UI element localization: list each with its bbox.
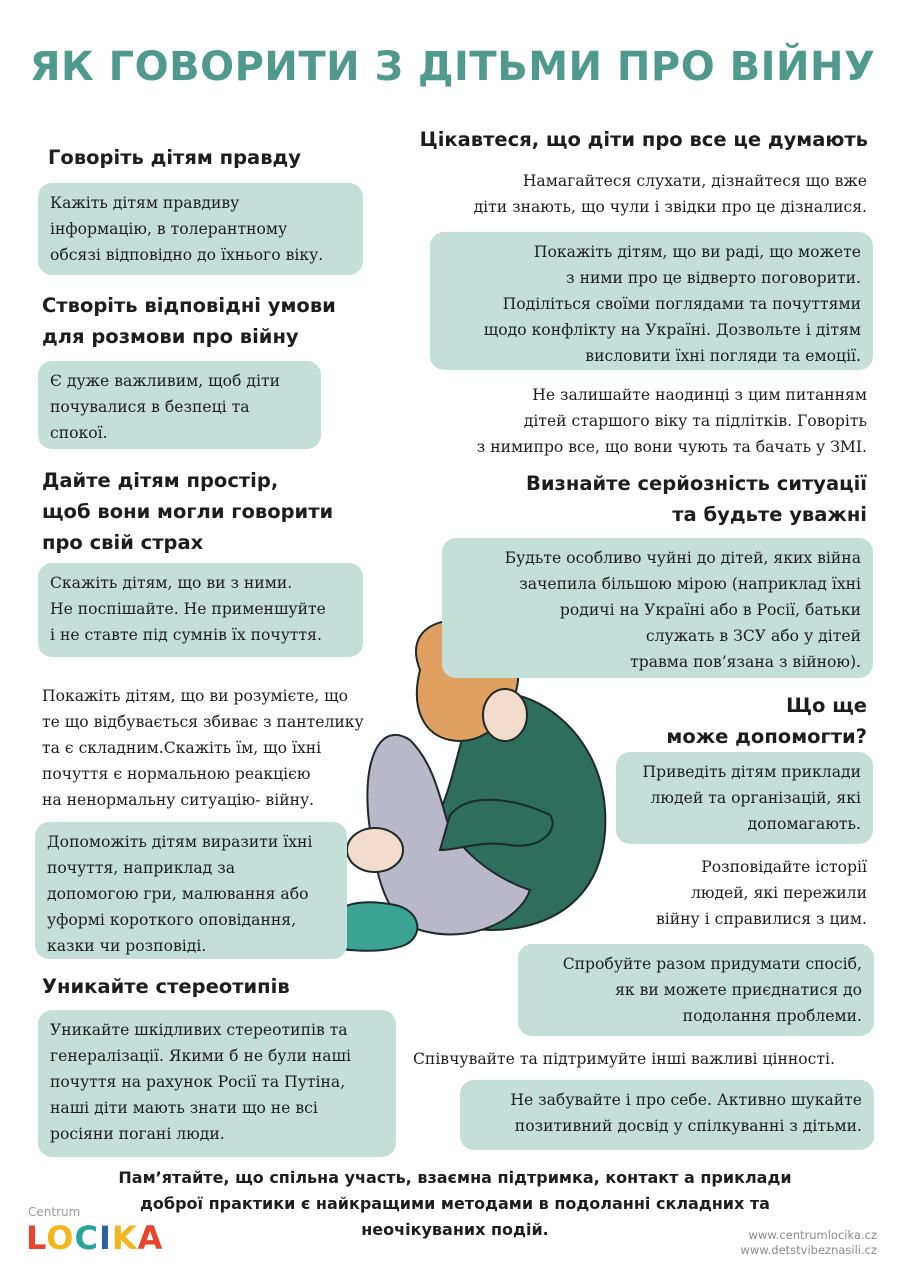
- logo-letter-k: K: [111, 1219, 138, 1257]
- heading-what-else: Що ще може допомогти?: [666, 694, 867, 748]
- url-detstvibeznasili: www.detstvibeznasili.cz: [740, 1243, 877, 1257]
- url-centrumlocika: www.centrumlocika.cz: [748, 1228, 877, 1242]
- logo-letter-o: O: [46, 1219, 75, 1257]
- box-be-with-them: Скажіть дітям, що ви з ними. Не поспішайте. Не применшуйте і не ставте під сумнів їх почуття.: [38, 563, 363, 657]
- text-empathize: Співчувайте та підтримуйте інші важливі цінності.: [413, 1050, 835, 1068]
- heading-tell-truth: Говоріть дітям правду: [48, 146, 301, 169]
- hands-shape: [347, 828, 403, 872]
- text-understand: Покажіть дітям, що ви розумієте, що те що відбувається збиває з пантелику та є складним.Скажіть їм, що їхні почуття є нормальною реакцією на ненормальну ситуацію- війну.: [42, 687, 364, 809]
- box-self-care: Не забувайте і про себе. Активно шукайте позитивний досвід у спілкуванні з дітьми.: [460, 1080, 874, 1150]
- box-join: Спробуйте разом придумати спосіб, як ви можете приєднатися до подолання проблеми.: [518, 944, 874, 1036]
- logo-letter-i: I: [98, 1219, 112, 1257]
- face-shape: [483, 689, 527, 741]
- website-links: [640, 1228, 877, 1258]
- heading-give-space: Дайте дітям простір, щоб вони могли говорити про свій страх: [42, 469, 334, 554]
- heading-seriousness: Визнайте серйозність ситуації та будьте уважні: [526, 472, 867, 526]
- logo-letter-c: C: [74, 1219, 99, 1257]
- logo-centrum-text: Centrum: [28, 1205, 81, 1219]
- heading-avoid-stereotypes: Уникайте стереотипів: [42, 975, 290, 998]
- text-listen: Намагайтеся слухати, дізнайтеся що вже діти знають, що чули і звідки про це дізналися.: [473, 172, 867, 216]
- text-teenagers: Не залишайте наодинці з цим питанням дітей старшого віку та підлітків. Говоріть з нимипро все, що вони чують та бачать у ЗМІ.: [476, 386, 867, 456]
- box-examples: Приведіть дітям приклади людей та організацій, які допомагають.: [616, 752, 873, 844]
- logo-locika: [26, 1219, 164, 1257]
- box-tell-truth: Кажіть дітям правдиву інформацію, в толерантному обсязі відповідно до їхнього віку.: [38, 183, 363, 275]
- box-avoid-stereotypes: Уникайте шкідливих стереотипів та генералізації. Якими б не були наші почуття на рахунок Росії та Путіна, наші діти мають знати що не всі росіяни погані люди.: [38, 1010, 396, 1157]
- text-stories: Розповідайте історії людей, які пережили війну і справилися з цим.: [655, 858, 867, 928]
- heading-create-conditions: Створіть відповідні умови для розмови про війну: [42, 294, 336, 348]
- footer-message: Пам’ятайте, що спільна участь, взаємна підтримка, контакт а приклади доброї практики є найкращими методами в подоланні складних та неочікуваних подій.: [118, 1168, 792, 1239]
- box-share-views: Покажіть дітям, що ви раді, що можете з ними про це відверто поговорити. Поділіться своїми поглядами та почуттями щодо конфлікту на Україні. Дозвольте і дітям висловити їхні погляди та емоції.: [430, 232, 873, 370]
- heading-ask-thoughts: Цікавтеся, що діти про все це думають: [419, 128, 868, 151]
- box-express-feelings: Допоможіть дітям виразити їхні почуття, наприклад за допомогою гри, малювання або уформі короткого оповідання, казки чи розповіді.: [35, 822, 347, 959]
- box-safety: Є дуже важливим, щоб діти почувалися в безпеці та спокої.: [38, 361, 321, 449]
- logo-letter-a: A: [137, 1219, 164, 1257]
- logo-letter-l: L: [26, 1219, 47, 1257]
- box-sensitive: Будьте особливо чуйні до дітей, яких війна зачепила більшою мірою (наприклад їхні родичі на Україні або в Росії, батьки служать в ЗСУ або у дітей травма пов’язана з війною).: [442, 538, 873, 678]
- page-title: ЯК ГОВОРИТИ З ДІТЬМИ ПРО ВІЙНУ: [29, 44, 876, 90]
